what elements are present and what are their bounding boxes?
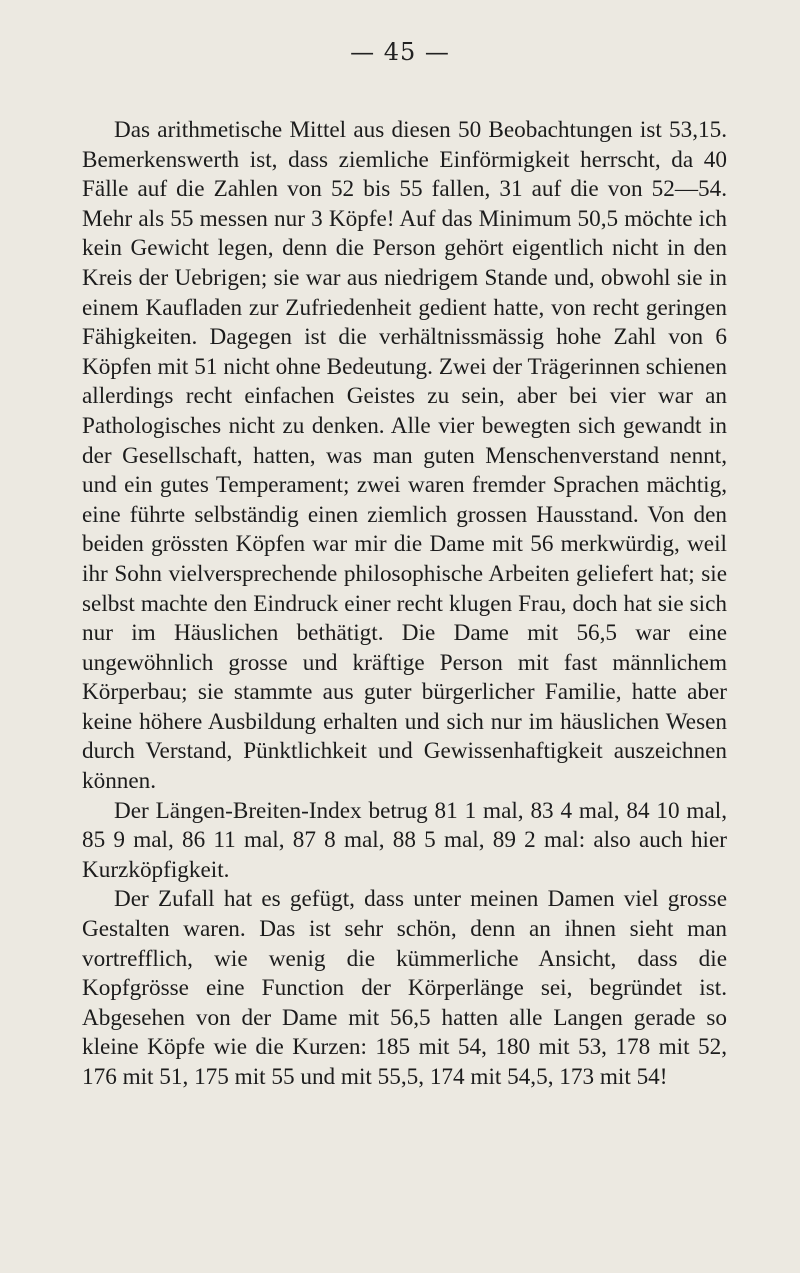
paragraph: Der Längen-Breiten-Index betrug 81 1 mal, 83 4 mal, 84 10 mal, 85 9 mal, 86 11 mal, 87 8 mal, 88 5 mal, 89 2 mal: also auch hier Kurzköpfigkeit. [82, 797, 727, 883]
paragraph: Der Zufall hat es gefügt, dass unter meinen Damen viel grosse Gestalten waren. Das ist sehr schön, denn an ihnen sieht man vortrefflich, wie wenig die kümmerliche Ansicht, dass die Kopfgrösse eine Function der Körperlänge sei, begründet ist. Abgesehen von der Dame mit 56,5 hatten alle Langen gerade so kleine Köpfe wie die Kurzen: 185 mit 54, 180 mit 53, 178 mit 52, 176 mit 51, 175 mit 55 und mit 55,5, 174 mit 54,5, 173 mit 54! [82, 886, 727, 1090]
body-text [82, 116, 727, 1093]
paragraph: Das arithmetische Mittel aus diesen 50 Beobachtungen ist 53,15. Bemerkenswerth ist, dass ziemliche Einförmigkeit herrscht, da 40 Fälle auf die Zahlen von 52 bis 55 fallen, 31 auf die von 52—54. Mehr als 55 messen nur 3 Köpfe! Auf das Minimum 50,5 möchte ich kein Gewicht legen, denn die Person gehört eigentlich nicht in den Kreis der Uebrigen; sie war aus niedrigem Stande und, obwohl sie in einem Kaufladen zur Zufriedenheit gedient hatte, von recht geringen Fähigkeiten. Dagegen ist die verhältnissmässig hohe Zahl von 6 Köpfen mit 51 nicht ohne Bedeutung. Zwei der Trägerinnen schienen allerdings recht einfachen Geistes zu sein, aber bei vier war an Pathologisches nicht zu denken. Alle vier bewegten sich gewandt in der Gesellschaft, hatten, was man guten Menschenverstand nennt, und ein gutes Temperament; zwei waren fremder Sprachen mächtig, eine führte selbständig einen ziemlich grossen Hausstand. Von den beiden grössten Köpfen war mir die Dame mit 56 merkwürdig, weil ihr Sohn vielversprechende philosophische Arbeiten geliefert hat; sie selbst machte den Eindruck einer recht klugen Frau, doch hat sie sich nur im Häuslichen bethätigt. Die Dame mit 56,5 war eine ungewöhnlich grosse und kräftige Person mit fast männlichem Körperbau; sie stammte aus guter bürgerlicher Familie, hatte aber keine höhere Ausbildung erhalten und sich nur im häuslichen Wesen durch Verstand, Pünktlichkeit und Gewissenhaftigkeit auszeichnen können. [82, 117, 727, 795]
page-number: — 45 — [350, 38, 450, 66]
